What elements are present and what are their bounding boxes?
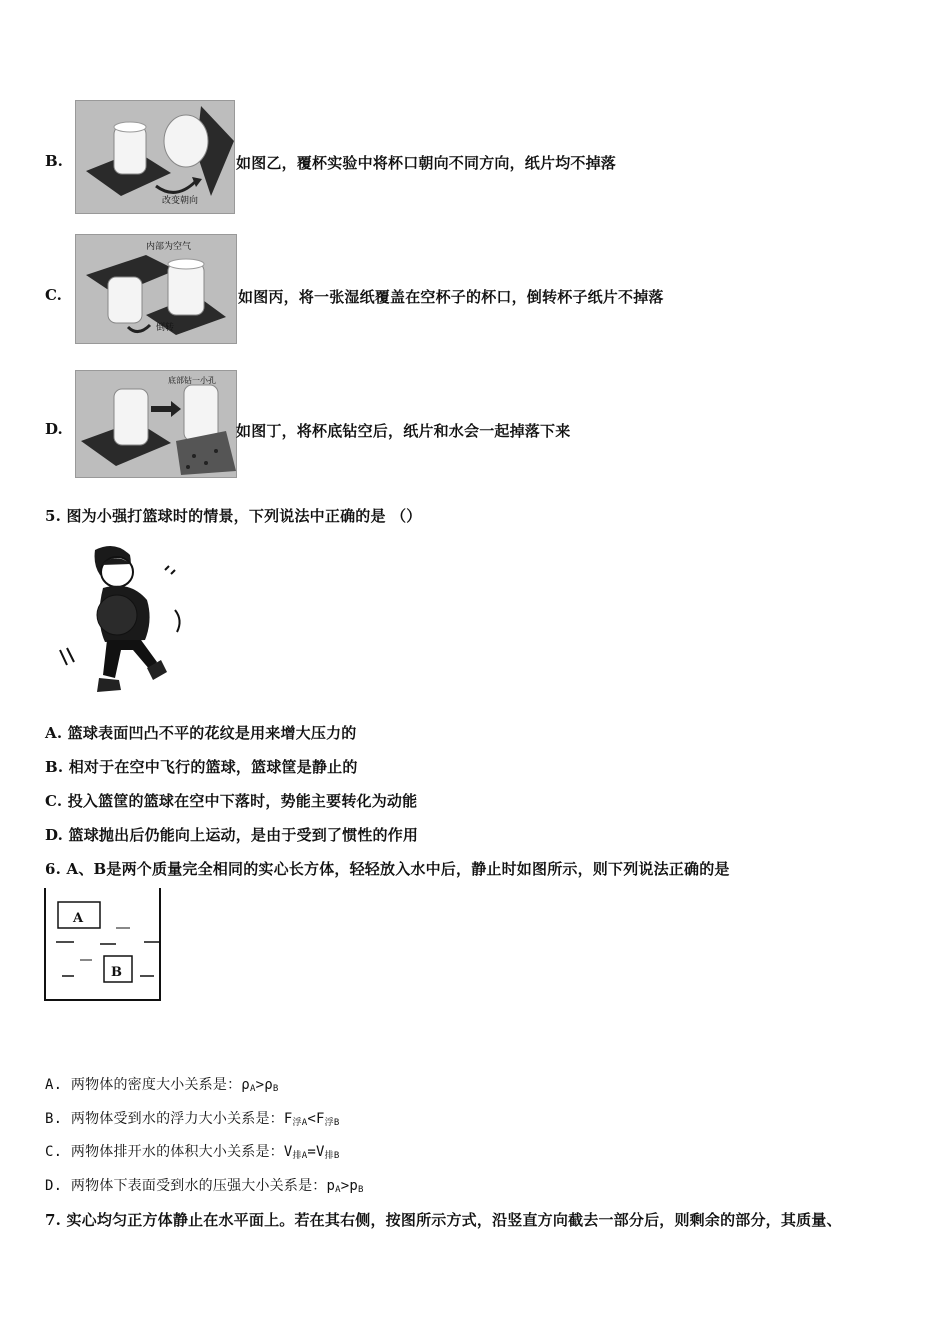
q6-option-c-text: C. 两物体排开水的体积大小关系是： (45, 1144, 284, 1160)
operator: <F (307, 1111, 325, 1127)
q5-option-b: B. 相对于在空中飞行的篮球，篮球筐是静止的 (45, 758, 358, 776)
subscript: 排B (324, 1151, 340, 1161)
cup-experiment-d-image (75, 370, 237, 478)
q6-option-c (45, 1141, 339, 1161)
operator: >ρ (255, 1077, 273, 1093)
image-caption: 倒转 (156, 323, 175, 333)
pressure-symbol: p (326, 1178, 336, 1194)
rho-symbol: ρ (241, 1077, 250, 1093)
subscript: A (249, 1084, 256, 1094)
question-5-stem: 5. 图为小强打篮球时的情景，下列说法中正确的是 （） (45, 507, 422, 525)
option-b-text: 如图乙，覆杯实验中将杯口朝向不同方向，纸片均不掉落 (236, 154, 617, 172)
q6-option-d-text: D. 两物体下表面受到水的压强大小关系是： (45, 1178, 327, 1194)
q5-option-a: A. 篮球表面凹凸不平的花纹是用来增大压力的 (45, 724, 357, 742)
subscript: B (272, 1084, 279, 1094)
question-6-stem: 6. A、B是两个质量完全相同的实心长方体，轻轻放入水中后，静止时如图所示，则下列说法正确的是 (45, 860, 730, 878)
operator: =V (307, 1144, 325, 1160)
q6-option-b (45, 1108, 339, 1128)
q5-option-d: D. 篮球抛出后仍能向上运动，是由于受到了惯性的作用 (45, 826, 419, 844)
volume-symbol: V (283, 1144, 293, 1160)
subscript: 浮B (324, 1118, 340, 1128)
block-b-label: B (111, 965, 122, 980)
q6-option-a (45, 1074, 278, 1094)
option-c-text: 如图丙，将一张湿纸覆盖在空杯子的杯口，倒转杯子纸片不掉落 (238, 288, 664, 306)
q6-option-a-text: A. 两物体的密度大小关系是： (45, 1077, 242, 1093)
operator: >p (340, 1178, 359, 1194)
image-caption: 改变朝向 (162, 196, 199, 206)
block-a-label: A (73, 911, 84, 926)
subscript: B (358, 1185, 364, 1195)
option-b-letter: B. (45, 152, 63, 170)
q6-option-d (45, 1175, 364, 1195)
basketball-player-illustration (55, 540, 195, 705)
image-caption: 底部钻一小孔 (168, 376, 216, 385)
cup-experiment-c-image (75, 234, 237, 344)
subscript: 浮A (292, 1118, 308, 1128)
cup-experiment-b-image (75, 100, 235, 214)
subscript: A (335, 1185, 341, 1195)
force-symbol: F (283, 1111, 293, 1127)
option-d-text: 如图丁，将杯底钻空后，纸片和水会一起掉落下来 (236, 422, 571, 440)
subscript: 排A (292, 1151, 308, 1161)
image-caption: 内部为空气 (146, 242, 192, 252)
q6-option-b-text: B. 两物体受到水的浮力大小关系是： (45, 1111, 284, 1127)
option-c-letter: C. (45, 286, 62, 304)
option-d-letter: D. (45, 420, 63, 438)
question-7-stem: 7. 实心均匀正方体静止在水平面上。若在其右侧，按图所示方式，沿竖直方向截去一部分后，则剩余的部分，其质量、 (45, 1211, 842, 1229)
water-container-diagram (44, 888, 162, 1003)
q5-option-c: C. 投入篮筐的篮球在空中下落时，势能主要转化为动能 (45, 792, 418, 810)
